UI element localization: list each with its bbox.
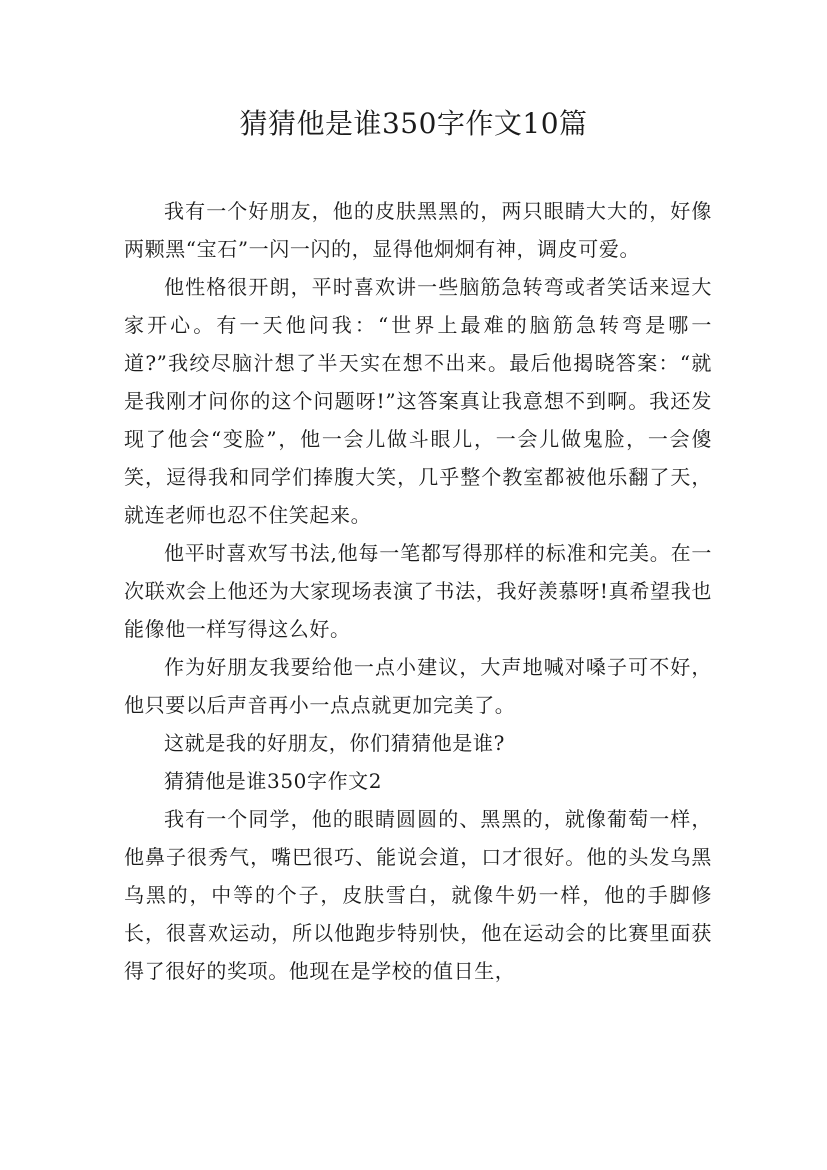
paragraph-6: 我有一个同学，他的眼睛圆圆的、黑黑的，就像葡萄一样，他鼻子很秀气，嘴巴很巧、能说会道，口才很好。他的头发乌黑乌黑的，中等的个子，皮肤雪白，就像牛奶一样，他的手脚修长，很喜欢运动，所以他跑步特别快，他在运动会的比赛里面获得了很好的奖项。他现在是学校的值日生， xyxy=(124,807,712,983)
paragraph-3: 他平时喜欢写书法,他每一笔都写得那样的标准和完美。在一次联欢会上他还为大家现场表演了书法，我好羡慕呀!真希望我也能像他一样写得这么好。 xyxy=(124,541,712,641)
paragraph-5: 这就是我的好朋友，你们猜猜他是谁? xyxy=(164,731,505,755)
paragraph-1: 我有一个好朋友，他的皮肤黑黑的，两只眼睛大大的，好像两颗黑“宝石”一闪一闪的，显得他炯炯有神，调皮可爱。 xyxy=(124,199,712,261)
section-heading-2: 猜猜他是谁350字作文2 xyxy=(164,769,383,793)
document-body xyxy=(124,192,712,990)
document-title: 猜猜他是谁350字作文10篇 xyxy=(239,107,588,140)
paragraph-2: 他性格很开朗，平时喜欢讲一些脑筋急转弯或者笑话来逗大家开心。有一天他问我：“世界上最难的脑筋急转弯是哪一道?”我绞尽脑汁想了半天实在想不出来。最后他揭晓答案：“就是我刚才问你的这个问题呀!”这答案真让我意想不到啊。我还发现了他会“变脸”，他一会儿做斗眼儿，一会儿做鬼脸，一会傻笑，逗得我和同学们捧腹大笑，几乎整个教室都被他乐翻了天，就连老师也忍不住笑起来。 xyxy=(124,275,712,527)
paragraph-4: 作为好朋友我要给他一点小建议，大声地喊对嗓子可不好，他只要以后声音再小一点点就更加完美了。 xyxy=(124,655,712,717)
